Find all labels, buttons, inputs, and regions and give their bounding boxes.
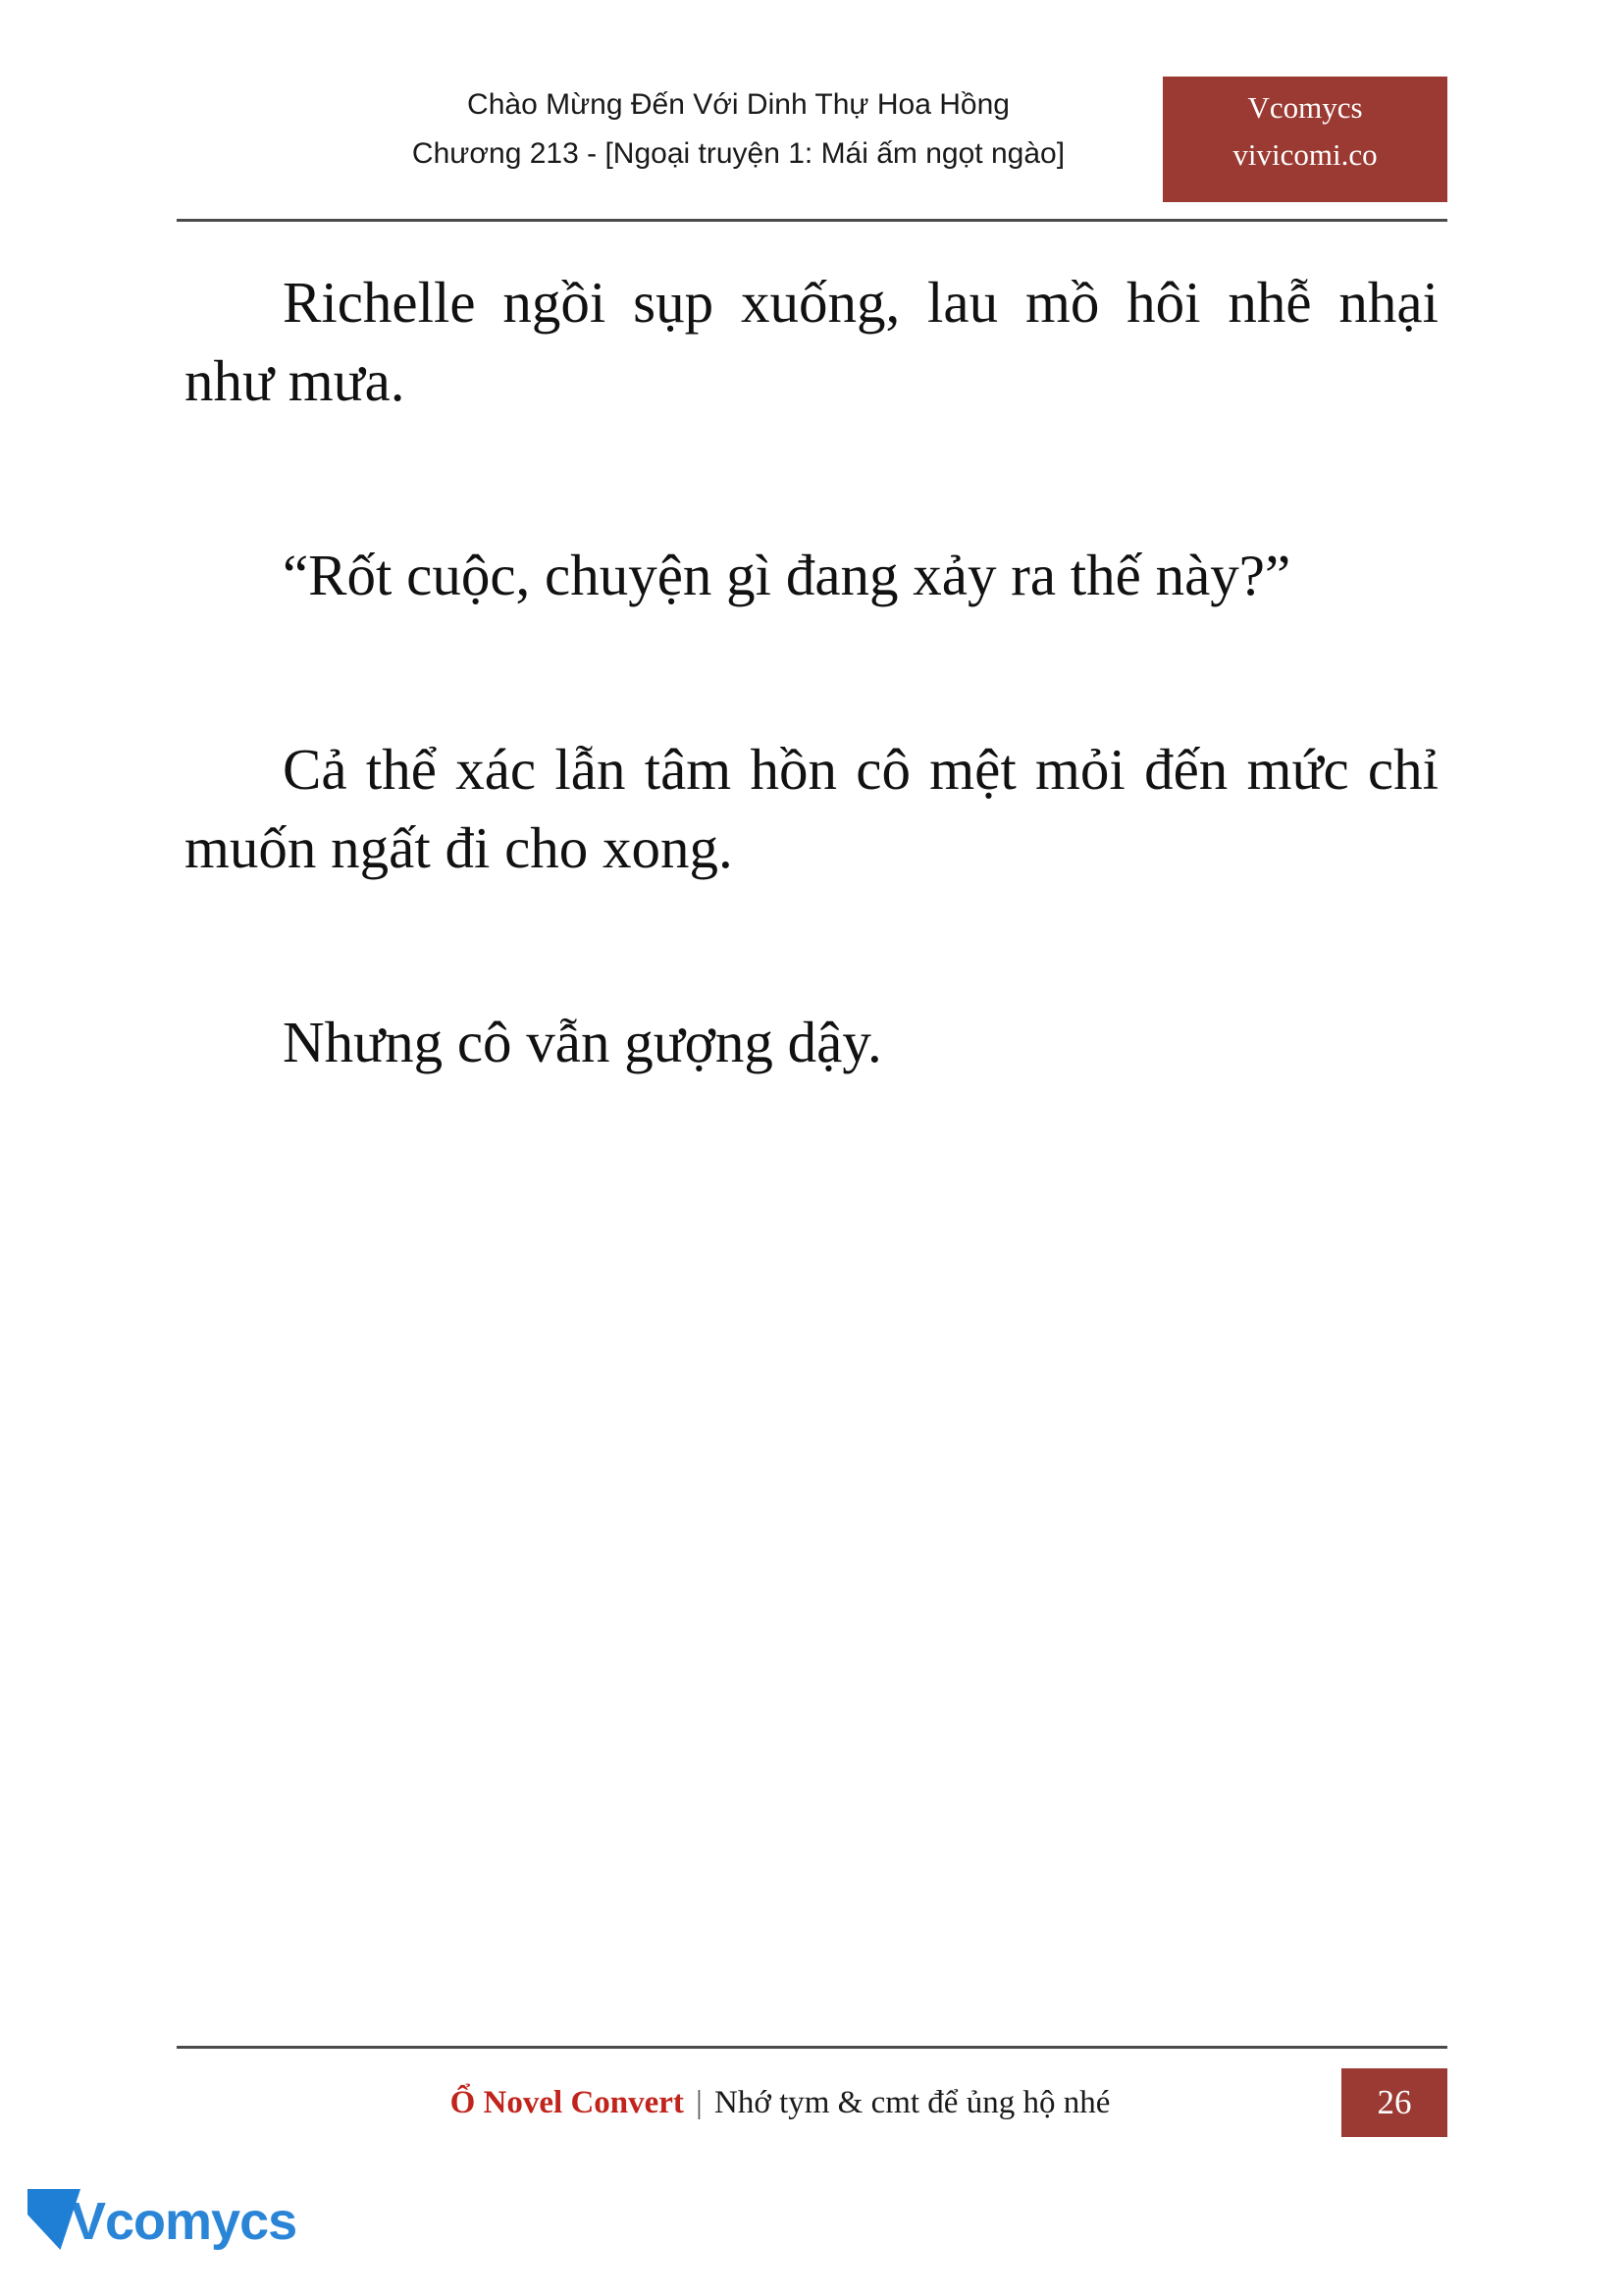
brand-domain: vivicomi.co [1232, 137, 1378, 172]
watermark-logo [27, 2179, 297, 2269]
footer-credit [177, 2070, 1384, 2135]
watermark-label: Vcomycs [71, 2192, 297, 2251]
chapter-title: Chương 213 - [Ngoại truyện 1: Mái ấm ngọt ngào] [411, 137, 1066, 170]
footer-brand-label: Ổ Novel Convert [449, 2085, 684, 2120]
paragraph: Nhưng cô vẫn gượng dậy. [283, 1010, 882, 1074]
footer-separator: | [696, 2085, 703, 2120]
brand-name: Vcomycs [1247, 90, 1363, 125]
page-header [177, 77, 1447, 222]
brand-badge [1163, 77, 1447, 202]
page-content [184, 263, 1439, 1197]
footer-inner [177, 2070, 1447, 2135]
page-number: 26 [1341, 2068, 1447, 2137]
paragraph: Cả thể xác lẫn tâm hồn cô mệt mỏi đến mức chỉ muốn ngất đi cho xong. [184, 737, 1439, 880]
footer-note-label: Nhớ tym & cmt để ủng hộ nhé [714, 2085, 1111, 2120]
paragraph: Richelle ngồi sụp xuống, lau mồ hôi nhễ nhại như mưa. [184, 270, 1439, 413]
page-footer [177, 2046, 1447, 2176]
paragraph: “Rốt cuộc, chuyện gì đang xảy ra thế này?” [283, 543, 1291, 607]
book-title: Chào Mừng Đến Với Dinh Thự Hoa Hồng [467, 88, 1010, 121]
